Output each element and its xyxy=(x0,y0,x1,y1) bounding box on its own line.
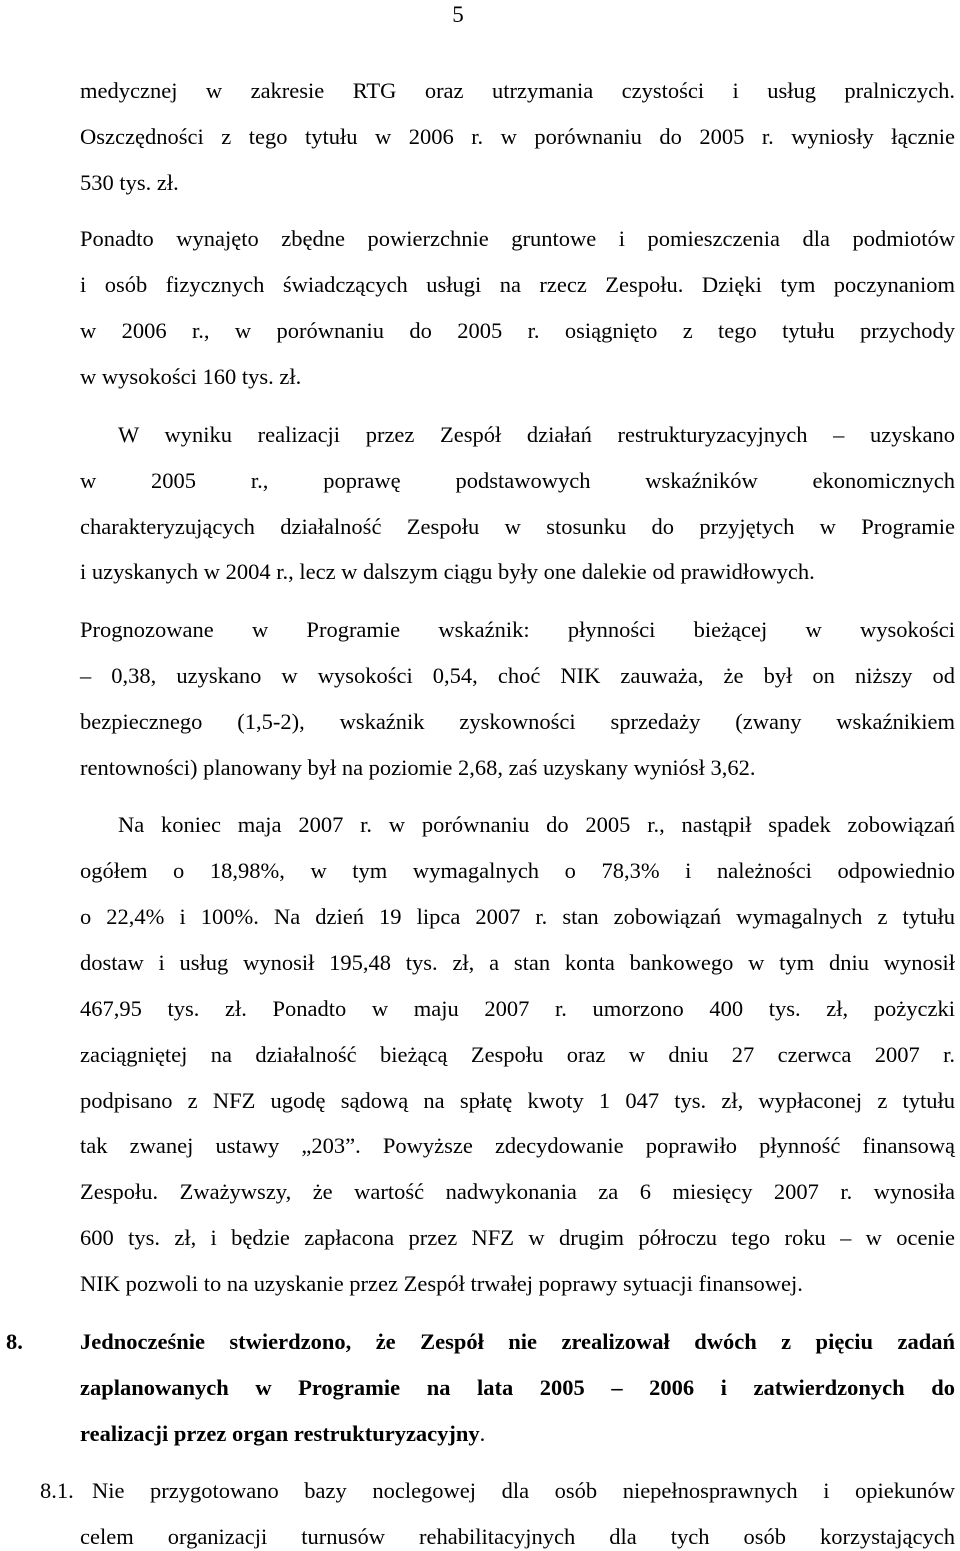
text-line: tak zwanej ustawy „203”. Powyższe zdecydowanie poprawiło płynność finansową xyxy=(80,1133,955,1158)
text-line: 530 tys. zł. xyxy=(80,170,179,195)
text-line: dostaw i usług wynosił 195,48 tys. zł, a stan konta bankowego w tym dniu wynosił xyxy=(80,950,955,975)
text-line: w wysokości 160 tys. zł. xyxy=(80,364,302,389)
text-line: medycznej w zakresie RTG oraz utrzymania czystości i usług pralniczych. xyxy=(80,78,955,103)
text-line: bezpiecznego (1,5-2), wskaźnik zyskowności sprzedaży (zwany wskaźnikiem xyxy=(80,709,955,734)
subsection-number: 8.1. xyxy=(40,1478,74,1503)
text-line: 467,95 tys. zł. Ponadto w maju 2007 r. umorzono 400 tys. zł, pożyczki xyxy=(80,996,955,1021)
text-line: ogółem o 18,98%, w tym wymagalnych o 78,3% i należności odpowiednio xyxy=(80,858,955,883)
text-line: Ponadto wynajęto zbędne powierzchnie gruntowe i pomieszczenia dla podmiotów xyxy=(80,226,955,251)
section-heading-text: realizacji przez organ restrukturyzacyjny xyxy=(80,1421,480,1446)
text-line: o 22,4% i 100%. Na dzień 19 lipca 2007 r. stan zobowiązań wymagalnych z tytułu xyxy=(80,904,955,929)
text-line: NIK pozwoli to na uzyskanie przez Zespół trwałej poprawy sytuacji finansowej. xyxy=(80,1271,803,1296)
text-line: w 2005 r., poprawę podstawowych wskaźników ekonomicznych xyxy=(80,468,955,493)
text-line: Nie przygotowano bazy noclegowej dla osób niepełnosprawnych i opiekunów xyxy=(92,1478,955,1503)
section-number: 8. xyxy=(6,1329,23,1354)
text-line: w 2006 r., w porównaniu do 2005 r. osiągnięto z tego tytułu przychody xyxy=(80,318,955,343)
text-line: rentowności) planowany był na poziomie 2,68, zaś uzyskany wyniósł 3,62. xyxy=(80,755,756,780)
text-line: W wyniku realizacji przez Zespół działań restrukturyzacyjnych – uzyskano xyxy=(118,422,955,447)
text-line: zaciągniętej na działalność bieżącą Zespołu oraz w dniu 27 czerwca 2007 r. xyxy=(80,1042,955,1067)
section-heading-period: . xyxy=(479,1421,486,1446)
text-line: Na koniec maja 2007 r. w porównaniu do 2005 r., nastąpił spadek zobowiązań xyxy=(118,812,955,837)
text-line: i uzyskanych w 2004 r., lecz w dalszym ciągu były one dalekie od prawidłowych. xyxy=(80,559,815,584)
section-heading-line: Jednocześnie stwierdzono, że Zespół nie zrealizował dwóch z pięciu zadań xyxy=(80,1329,955,1354)
text-line: Zespołu. Zważywszy, że wartość nadwykonania za 6 miesięcy 2007 r. wynosiła xyxy=(80,1179,955,1204)
text-line: i osób fizycznych świadczących usługi na rzecz Zespołu. Dzięki tym poczynaniom xyxy=(80,272,955,297)
text-line: celem organizacji turnusów rehabilitacyjnych dla tych osób korzystających xyxy=(80,1524,955,1549)
text-line: – 0,38, uzyskano w wysokości 0,54, choć NIK zauważa, że był on niższy od xyxy=(80,663,955,688)
text-line: Prognozowane w Programie wskaźnik: płynności bieżącej w wysokości xyxy=(80,617,955,642)
page-number: 5 xyxy=(452,2,464,27)
text-line: 600 tys. zł, i będzie zapłacona przez NFZ w drugim półroczu tego roku – w ocenie xyxy=(80,1225,955,1250)
section-heading-line: zaplanowanych w Programie na lata 2005 – 2006 i zatwierdzonych do xyxy=(80,1375,955,1400)
text-line: Oszczędności z tego tytułu w 2006 r. w porównaniu do 2005 r. wyniosły łącznie xyxy=(80,124,955,149)
text-line: charakteryzujących działalność Zespołu w stosunku do przyjętych w Programie xyxy=(80,514,955,539)
text-line: podpisano z NFZ ugodę sądową na spłatę kwoty 1 047 tys. zł, wypłaconej z tytułu xyxy=(80,1088,955,1113)
section-heading-line xyxy=(80,1420,955,1448)
